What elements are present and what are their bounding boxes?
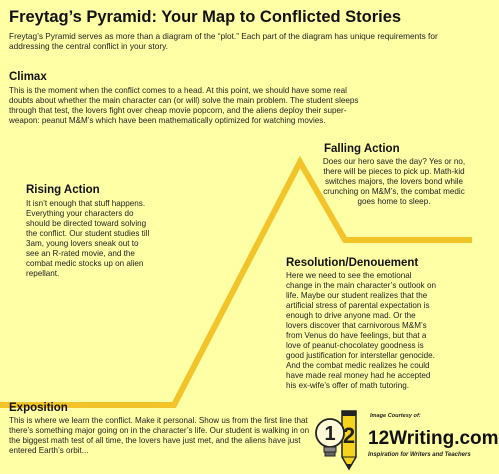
intro-text: Freytag’s Pyramid serves as more than a diagram of the “plot.” Each part of the diagram has unique requirements for addressing the central conflict in your story.: [9, 31, 438, 51]
logo-tagline: Inspiration for Writers and Teachers: [368, 452, 471, 458]
exposition-text: This is where we learn the conflict. Make it personal. Show us from the first line that there’s something major going on in the character’s life. Our student is walking in on the biggest math test of all time, the lovers have just met, and the aliens have just entered Earth’s orbit...: [9, 416, 310, 455]
climax-text: This is the moment when the conflict comes to a head. At this point, we should have some real doubts about whether the main character can (or will) solve the main problem. The student sleeps through that test, the lovers fight over cheap movie popcorn, and the aliens deploy their super-weapon: peanut M&M’s which have been mathematically optimized for watching movies.: [9, 86, 359, 125]
page-title: Freytag’s Pyramid: Your Map to Conflicted Stories: [9, 8, 402, 26]
resolution-heading: Resolution/Denouement: [286, 257, 419, 269]
climax-heading: Climax: [9, 71, 47, 83]
logo-courtesy: Image Courtesy of:: [370, 413, 421, 419]
12writing-logo-icon: [312, 407, 368, 471]
rising-action-heading: Rising Action: [26, 184, 100, 196]
logo-mark-two: 2: [342, 423, 356, 448]
rising-action-text: It isn’t enough that stuff happens. Everything your characters do should be directed toward solving the conflict. Our student studies till 3am, young lovers sneak out to see an R-rated movie, and the combat medic stocks up on alien repellant.: [26, 199, 150, 278]
exposition-heading: Exposition: [9, 402, 68, 414]
falling-action-heading: Falling Action: [324, 143, 400, 155]
logo-brand: 12Writing.com: [368, 428, 499, 449]
logo-mark-one: 1: [324, 423, 336, 445]
resolution-text: Here we need to see the emotional change in the main character’s outlook on life. Maybe our student realizes that the artificial stress of parental expectation is enough to drive anyone mad. Or the lovers discover that carnivorous M&M’s from Venus do have feelings, but that a love of peanut-chocolatey goodness is good justification for interstellar genocide. And the combat medic realizes he could have made real money had he accepted his ex-wife’s offer of math tutoring.: [286, 271, 436, 390]
falling-action-text: Does our hero save the day? Yes or no, there will be pieces to pick up. Math-kid switches majors, the lovers bond while crunching on M&M’s, the combat medic goes home to sleep.: [322, 157, 466, 206]
